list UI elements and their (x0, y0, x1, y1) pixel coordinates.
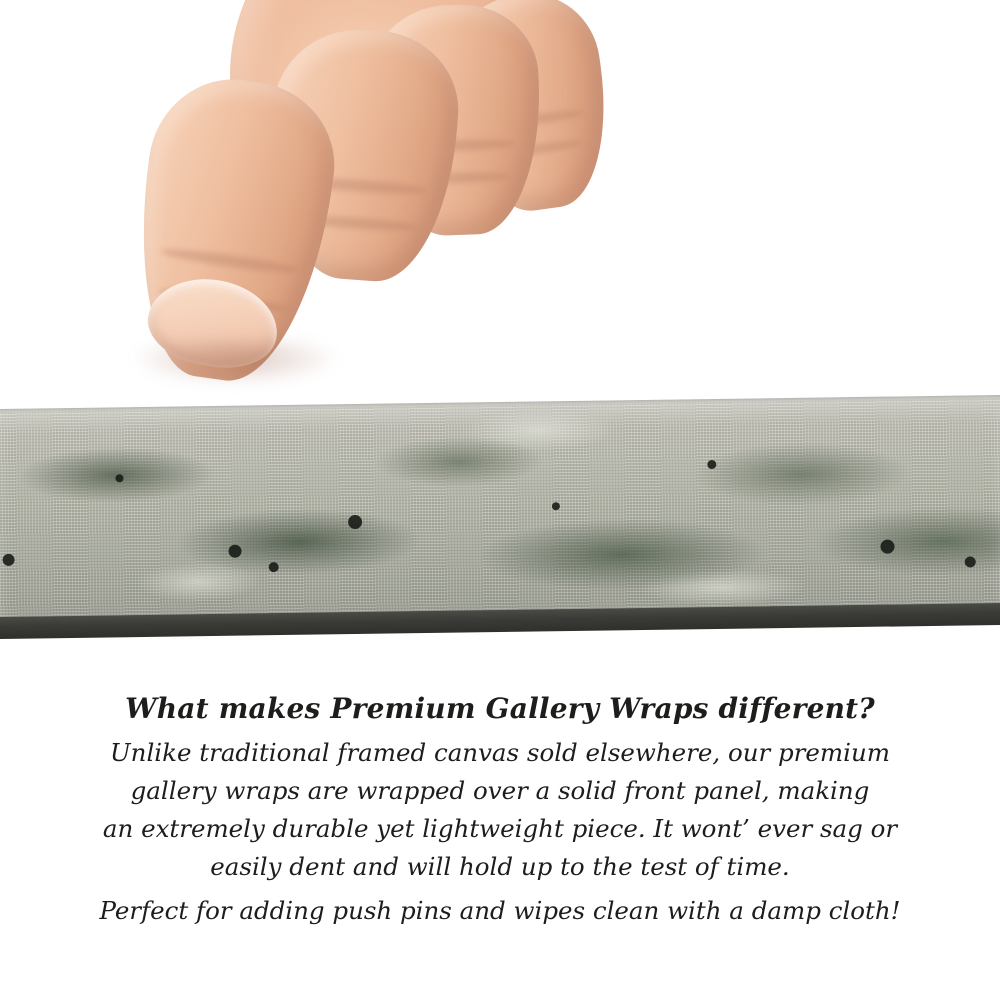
caption-line-3: an extremely durable yet lightweight piece. It wont’ ever sag or (102, 813, 898, 843)
caption-block (0, 690, 1000, 930)
canvas-speck (228, 545, 241, 558)
canvas-speck (552, 502, 560, 510)
caption-line-1: Unlike traditional framed canvas sold elsewhere, our premium (110, 737, 890, 767)
canvas-speck (115, 474, 123, 482)
caption-line-2: gallery wraps are wrapped over a solid front panel, making (130, 775, 870, 805)
caption-title: What makes Premium Gallery Wraps different? (125, 692, 875, 725)
hand-graphic (120, 0, 560, 430)
canvas-speck (880, 539, 894, 553)
canvas-speck (269, 562, 279, 572)
fingertip-shadow (130, 340, 340, 386)
canvas-edge-strip (0, 398, 1000, 628)
caption-closing: Perfect for adding push pins and wipes clean with a damp cloth! (99, 895, 901, 925)
caption-line-4: easily dent and will hold up to the test of time. (210, 851, 790, 881)
canvas-speck (965, 556, 976, 567)
canvas-speck (707, 460, 716, 469)
canvas-speck (3, 554, 15, 566)
canvas-speck (348, 515, 362, 529)
